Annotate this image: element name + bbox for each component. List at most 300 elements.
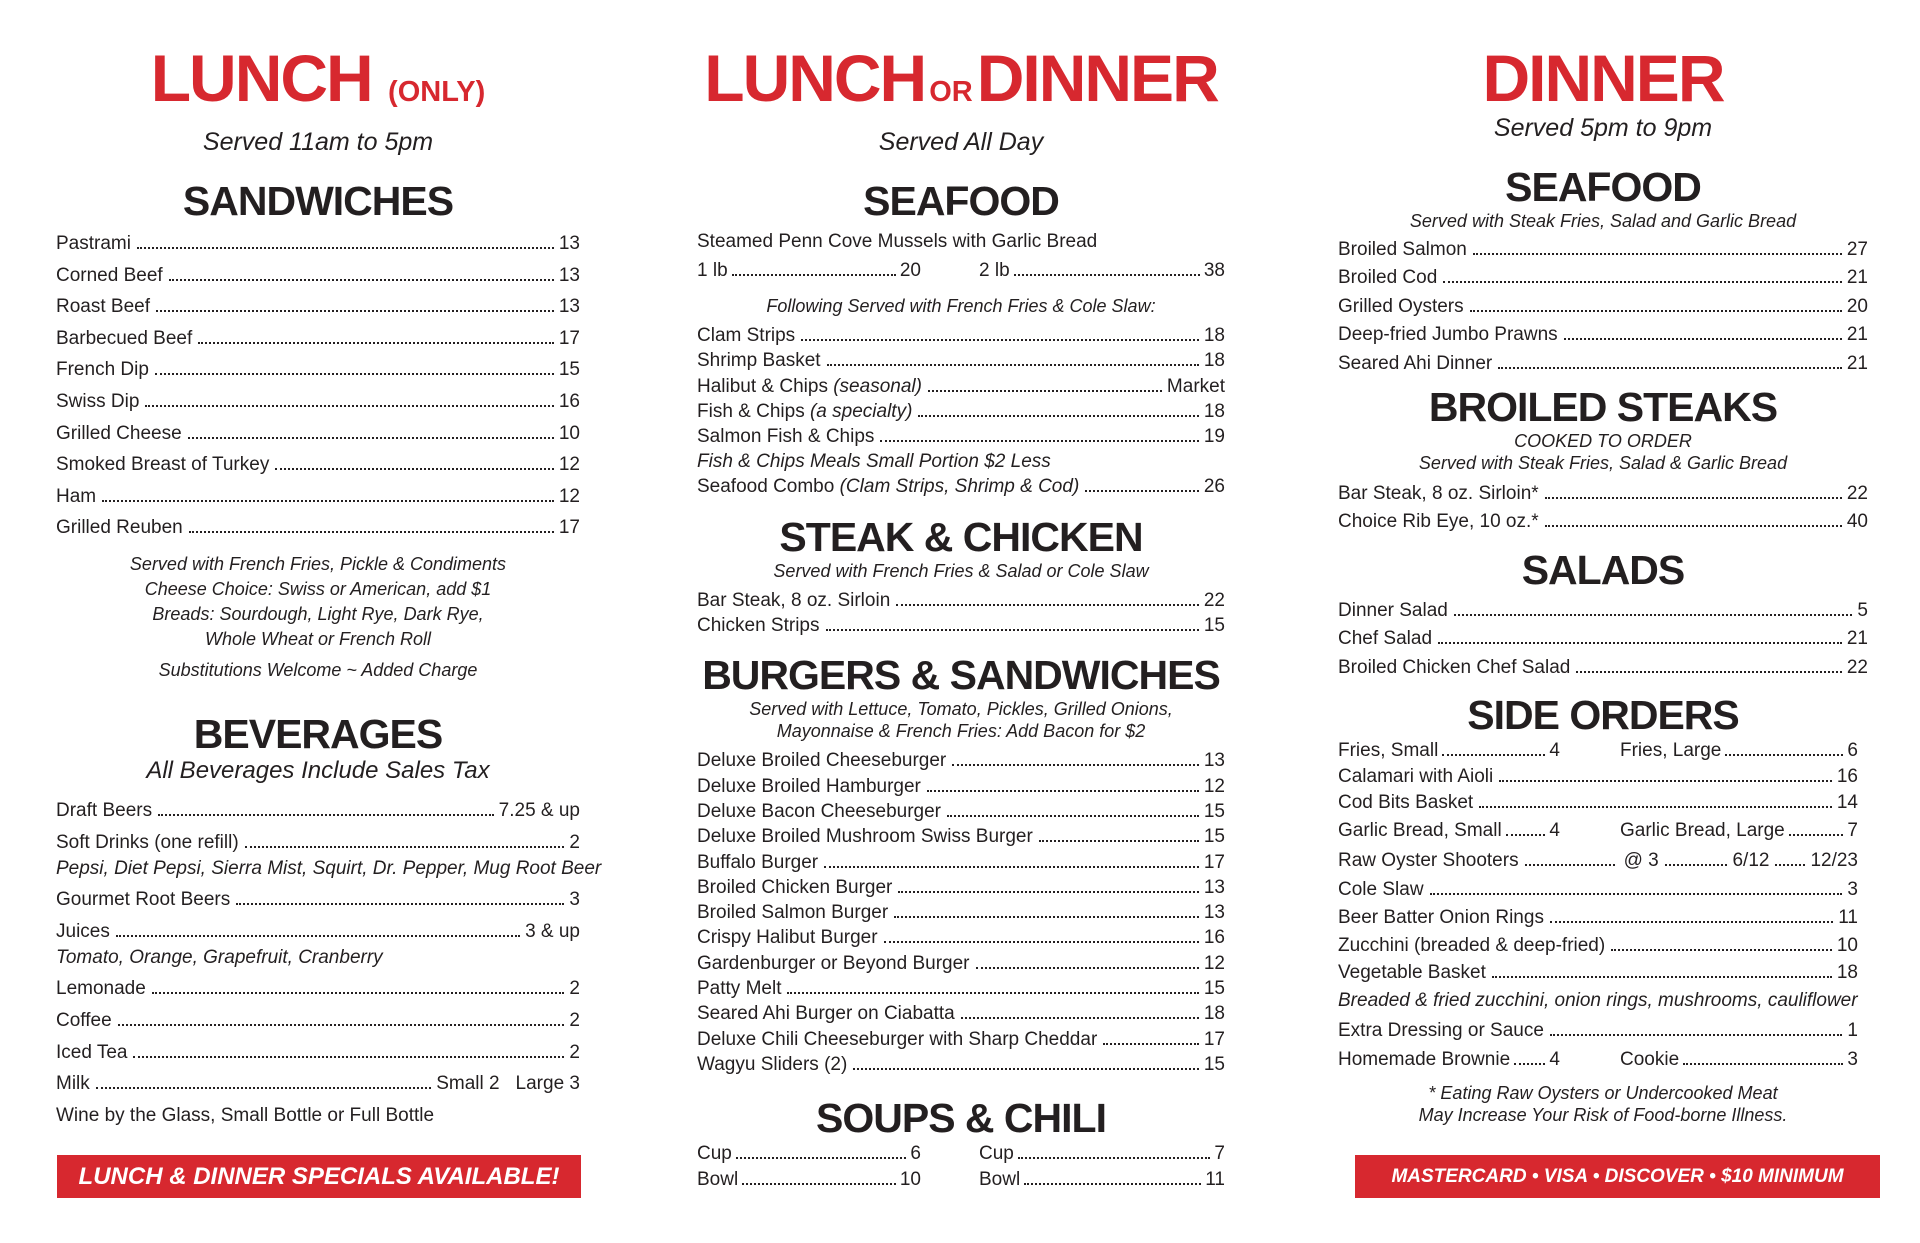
- lunch-only-column: [56, 41, 602, 1132]
- lunch-title-only: (ONLY): [388, 76, 486, 108]
- leader-dots: [1576, 671, 1842, 673]
- item-price: 12: [1203, 775, 1225, 797]
- warning-line: May Increase Your Risk of Food-borne Illness.: [1418, 1105, 1788, 1126]
- menu-item: [56, 386, 580, 418]
- item-price: 3 & up: [525, 920, 580, 942]
- item-name: Iced Tea: [56, 1041, 128, 1063]
- item-name: Vegetable Basket: [1338, 962, 1486, 984]
- item-price: 2: [569, 1009, 580, 1031]
- item-name: Fries, Small: [1338, 740, 1439, 762]
- menu-item: [1338, 264, 1868, 292]
- leader-dots: [189, 531, 554, 533]
- item-name: Homemade Brownie: [1338, 1049, 1511, 1071]
- item-price: 16: [1203, 927, 1225, 949]
- leader-dots: [787, 992, 1198, 994]
- salads-heading: SALADS: [1521, 546, 1685, 593]
- leader-dots: [236, 903, 564, 905]
- item-price: 7: [1847, 820, 1858, 842]
- menu-item: [1338, 321, 1868, 349]
- dinner-seafood-heading: SEAFOOD: [1505, 164, 1701, 210]
- item-name: Ham: [56, 485, 97, 507]
- leader-dots: [1545, 497, 1842, 499]
- item-name: Broiled Chicken Burger: [697, 876, 893, 898]
- dinner-seafood-subtitle: Served with Steak Fries, Salad and Garlic Bread: [1409, 211, 1797, 231]
- payment-banner: MASTERCARD • VISA • DISCOVER • $10 MINIMUM: [1355, 1155, 1880, 1198]
- item-price: 1: [1847, 1020, 1858, 1042]
- leader-dots: [1454, 614, 1853, 616]
- menu-item: [697, 850, 1225, 875]
- dinner-hours: Served 5pm to 9pm: [1493, 114, 1713, 142]
- leader-dots: [1525, 864, 1615, 866]
- item-price: Market: [1166, 375, 1225, 397]
- item-name: Bar Steak, 8 oz. Sirloin*: [1338, 483, 1539, 505]
- item-price: 4: [1549, 820, 1560, 842]
- item-price: 22: [1846, 656, 1868, 678]
- leader-dots: [1775, 864, 1805, 866]
- mussels-2lb: [979, 256, 1225, 286]
- menu-item: [1338, 654, 1868, 682]
- item-name: Barbecued Beef: [56, 327, 193, 349]
- leader-dots: [1665, 864, 1728, 866]
- menu-item: [697, 588, 1225, 613]
- item-name: Extra Dressing or Sauce: [1338, 1020, 1544, 1042]
- leader-dots: [1438, 642, 1842, 644]
- leader-dots: [1024, 1183, 1201, 1185]
- steak-chicken-list: [697, 588, 1225, 639]
- vegetable-basket-note: Breaded & fried zucchini, onion rings, mushrooms, cauliflower: [1338, 990, 1858, 1012]
- leader-dots: [1430, 893, 1843, 895]
- menu-item: [1338, 876, 1858, 904]
- item-price: 11: [1205, 1169, 1225, 1191]
- item-name: Bowl: [979, 1169, 1021, 1191]
- item-price-twelve: 12/23: [1810, 850, 1858, 872]
- menu-item: [697, 824, 1225, 849]
- item-name: Corned Beef: [56, 264, 163, 286]
- mussels-1lb: [697, 256, 921, 286]
- menu-item: [697, 374, 1225, 399]
- item-name: Deluxe Broiled Hamburger: [697, 775, 921, 797]
- item-name: Salmon Fish & Chips: [697, 426, 875, 448]
- menu-item: [697, 748, 1225, 773]
- item-name: Chicken Strips: [697, 615, 820, 637]
- menu-item: [56, 827, 580, 859]
- item-name: Wagyu Sliders (2): [697, 1053, 848, 1075]
- item-name: Clam Strips: [697, 325, 796, 346]
- title-dinner: DINNER: [976, 41, 1218, 115]
- item-price: 21: [1846, 267, 1868, 289]
- item-name: Halibut & Chips: [697, 375, 828, 397]
- item-name: French Dip: [56, 359, 149, 381]
- item-price: 10: [558, 422, 580, 444]
- item-name: Cod Bits Basket: [1338, 792, 1474, 814]
- item-price: 13: [1203, 876, 1225, 898]
- menu-item: [56, 260, 580, 292]
- menu-item: [697, 1167, 921, 1193]
- item-name: Roast Beef: [56, 296, 150, 318]
- leader-dots: [1564, 338, 1842, 340]
- item-name: Coffee: [56, 1009, 112, 1031]
- item-price: 18: [1203, 400, 1225, 422]
- item-name: Draft Beers: [56, 799, 153, 821]
- menu-item: [56, 323, 580, 355]
- item-price: 16: [558, 390, 580, 412]
- leader-dots: [1611, 949, 1832, 951]
- menu-item: [697, 424, 1225, 449]
- item-price: 6: [910, 1143, 921, 1165]
- menu-item: [1338, 816, 1560, 846]
- steaks-list: [1338, 480, 1868, 537]
- lunch-or-dinner-title: [697, 42, 1225, 128]
- menu-item: [697, 925, 1225, 950]
- leader-dots: [156, 310, 554, 312]
- item-price: 10: [1836, 935, 1858, 957]
- leader-dots: [1789, 834, 1844, 836]
- leader-dots: [1545, 525, 1842, 527]
- item-price: 17: [1203, 851, 1225, 873]
- item-name: Patty Melt: [697, 978, 782, 1000]
- item-name: Soft Drinks (one refill): [56, 831, 239, 853]
- cup-row: [697, 1141, 1225, 1167]
- item-name: Swiss Dip: [56, 390, 140, 412]
- leader-dots: [884, 941, 1199, 943]
- menu-item: [56, 1037, 580, 1069]
- menu-item: [697, 323, 1225, 348]
- item-price: 22: [1203, 589, 1225, 611]
- leader-dots: [152, 992, 565, 994]
- leader-dots: [732, 274, 896, 276]
- item-name: Dinner Salad: [1338, 599, 1448, 621]
- menu-item: [56, 973, 580, 1005]
- leader-dots: [801, 339, 1199, 341]
- leader-dots: [961, 1017, 1199, 1019]
- wine-note: Wine by the Glass, Small Bottle or Full Bottle: [56, 1104, 435, 1126]
- item-price: 2: [569, 978, 580, 1000]
- item-price: 15: [1203, 615, 1225, 637]
- leader-dots: [928, 390, 1162, 392]
- leader-dots: [198, 342, 554, 344]
- sandwich-note: Cheese Choice: Swiss or American, add $1: [144, 578, 492, 599]
- steak-chicken-heading: STEAK & CHICKEN: [779, 513, 1143, 560]
- menu-item: [1338, 790, 1858, 816]
- item-price: 3: [569, 889, 580, 911]
- item-name: Buffalo Burger: [697, 851, 819, 873]
- item-name: Cole Slaw: [1338, 879, 1424, 901]
- item-name: Cookie: [1620, 1049, 1680, 1071]
- item-price: 26: [1203, 476, 1225, 498]
- item-price: 4: [1549, 740, 1560, 762]
- item-name: Seafood Combo: [697, 476, 835, 498]
- leader-dots: [1550, 1034, 1843, 1036]
- title-lunch: LUNCH: [704, 41, 926, 115]
- beverages-list: [56, 795, 602, 1132]
- item-price: 20: [899, 260, 921, 281]
- item-note: (seasonal): [833, 375, 922, 397]
- item-price: 2: [569, 1041, 580, 1063]
- menu-item: [697, 900, 1225, 925]
- item-name: Deep-fried Jumbo Prawns: [1338, 324, 1558, 346]
- soups-list: [697, 1141, 1225, 1193]
- leader-dots: [1470, 310, 1842, 312]
- item-name: Garlic Bread, Large: [1620, 820, 1785, 842]
- item-price: 7: [1214, 1143, 1225, 1165]
- item-name: Deluxe Broiled Cheeseburger: [697, 750, 947, 772]
- item-price: 17: [558, 517, 580, 539]
- sandwich-note: Whole Wheat or French Roll: [204, 628, 432, 649]
- leader-dots: [1443, 281, 1842, 283]
- leader-dots: [1506, 834, 1546, 836]
- steak-chicken-subtitle: Served with French Fries & Salad or Cole Slaw: [773, 560, 1149, 581]
- menu-item: [697, 348, 1225, 373]
- sandwich-note: Served with French Fries, Pickle & Condiments: [129, 553, 507, 574]
- item-price: 40: [1846, 511, 1868, 533]
- item-name: Cup: [697, 1143, 732, 1165]
- item-note: (a specialty): [809, 400, 913, 422]
- sandwich-notes: [56, 552, 580, 683]
- item-name: 2 lb: [979, 260, 1010, 281]
- menu-item: [1338, 764, 1858, 790]
- leader-dots: [853, 1068, 1199, 1070]
- item-price: 17: [1203, 1028, 1225, 1050]
- mussels-prices: [697, 256, 1225, 286]
- dinner-title: DINNER: [1482, 41, 1724, 115]
- menu-item: [697, 1141, 921, 1167]
- leader-dots: [1039, 840, 1199, 842]
- item-price: 18: [1836, 962, 1858, 984]
- item-name: Milk: [56, 1073, 90, 1095]
- menu-item: [1338, 293, 1868, 321]
- bowl-row: [697, 1167, 1225, 1193]
- leader-dots: [898, 891, 1198, 893]
- menu-item: [697, 875, 1225, 900]
- item-price-six: 6/12: [1732, 850, 1770, 872]
- menu-item: [697, 613, 1225, 638]
- menu-item: [697, 399, 1225, 424]
- leader-dots: [1442, 754, 1545, 756]
- specials-banner: LUNCH & DINNER SPECIALS AVAILABLE!: [57, 1155, 581, 1198]
- item-name: Raw Oyster Shooters: [1338, 850, 1519, 872]
- menu-item: [56, 512, 580, 544]
- leader-dots: [188, 437, 554, 439]
- leader-dots: [896, 604, 1199, 606]
- menu-item: [1338, 480, 1868, 508]
- menu-item: [979, 1167, 1225, 1193]
- item-name: Broiled Salmon Burger: [697, 902, 889, 924]
- title-or: OR: [929, 76, 973, 108]
- item-price: 27: [1846, 239, 1868, 260]
- leader-dots: [742, 1183, 896, 1185]
- menu-item: [1620, 1046, 1858, 1074]
- menu-item: [1338, 738, 1560, 764]
- item-price: 12: [558, 485, 580, 507]
- following-served-note: Following Served with French Fries & Cole Slaw:: [766, 296, 1156, 316]
- item-name: Gardenburger or Beyond Burger: [697, 952, 970, 974]
- soups-heading: SOUPS & CHILI: [816, 1095, 1106, 1142]
- leader-dots: [275, 468, 554, 470]
- menu-item: [56, 228, 580, 260]
- leader-dots: [1014, 274, 1200, 276]
- item-name: Beer Batter Onion Rings: [1338, 907, 1544, 929]
- fries-row: [1338, 738, 1858, 764]
- item-name: Shrimp Basket: [697, 350, 821, 372]
- item-price-each: @ 3: [1623, 850, 1659, 872]
- menu-item: [56, 795, 580, 827]
- item-name: Broiled Cod: [1338, 267, 1438, 289]
- burgers-subtitle: Served with Lettuce, Tomato, Pickles, Grilled Onions,: [749, 699, 1173, 720]
- item-price: 12: [1203, 952, 1225, 974]
- item-name: Juices: [56, 920, 110, 942]
- steaks-subtitle: Served with Steak Fries, Salad & Garlic Bread: [1418, 453, 1788, 474]
- sandwich-note: Breads: Sourdough, Light Rye, Dark Rye,: [152, 603, 484, 624]
- leader-dots: [1103, 1043, 1199, 1045]
- menu-item: [1338, 597, 1868, 625]
- item-price: 21: [1846, 628, 1868, 650]
- item-price: 15: [558, 359, 580, 381]
- menu-item: [697, 799, 1225, 824]
- dessert-row: [1338, 1046, 1858, 1074]
- leader-dots: [137, 247, 554, 249]
- item-name: Choice Rib Eye, 10 oz.*: [1338, 511, 1539, 533]
- leader-dots: [1498, 367, 1842, 369]
- menu-item: [1338, 350, 1868, 378]
- item-price: 18: [1203, 325, 1225, 346]
- item-name: Grilled Reuben: [56, 517, 183, 539]
- item-price: 3: [1847, 879, 1858, 901]
- item-name: 1 lb: [697, 260, 728, 281]
- menu-item: [1338, 1016, 1858, 1046]
- item-price: 13: [558, 264, 580, 286]
- item-price: 19: [1203, 426, 1225, 448]
- menu-item: [56, 291, 580, 323]
- leader-dots: [1479, 806, 1832, 808]
- menu-item: [1338, 1046, 1560, 1074]
- leader-dots: [824, 866, 1199, 868]
- leader-dots: [118, 1024, 565, 1026]
- menu-item: [1338, 625, 1868, 653]
- item-name: Pastrami: [56, 233, 131, 254]
- item-name: Garlic Bread, Small: [1338, 820, 1502, 842]
- item-price: 20: [1846, 295, 1868, 317]
- menu-item: [56, 481, 580, 513]
- menu-item: [1338, 846, 1858, 876]
- menu-item: [1338, 508, 1868, 536]
- menu-item: [979, 1141, 1225, 1167]
- item-name: Crispy Halibut Burger: [697, 927, 878, 949]
- garlic-bread-row: [1338, 816, 1858, 846]
- leader-dots: [1492, 976, 1832, 978]
- menu-item: [1620, 738, 1858, 764]
- item-price: 5: [1857, 599, 1868, 621]
- item-price: 7.25 & up: [498, 799, 580, 821]
- item-price: 18: [1203, 350, 1225, 372]
- item-price: 10: [899, 1169, 921, 1191]
- burgers-subtitle: Mayonnaise & French Fries: Add Bacon for $2: [776, 721, 1146, 742]
- item-price: 14: [1836, 792, 1858, 814]
- item-price: 17: [558, 327, 580, 349]
- item-price: 6: [1847, 740, 1858, 762]
- item-name: Chef Salad: [1338, 628, 1433, 650]
- item-name: Calamari with Aioli: [1338, 766, 1494, 788]
- leader-dots: [826, 629, 1199, 631]
- raw-food-warning: [1338, 1082, 1868, 1126]
- menu-item: [56, 884, 580, 916]
- item-name: Cup: [979, 1143, 1014, 1165]
- dinner-column: [1338, 42, 1868, 1126]
- menu-item: [1620, 816, 1858, 846]
- leader-dots: [1683, 1063, 1843, 1065]
- seafood-heading: SEAFOOD: [863, 178, 1059, 224]
- item-name: Zucchini (breaded & deep-fried): [1338, 935, 1606, 957]
- item-name: Fish & Chips: [697, 400, 805, 422]
- menu-item: [697, 774, 1225, 799]
- item-price: 2: [569, 831, 580, 853]
- juices-note: Tomato, Orange, Grapefruit, Cranberry: [56, 947, 383, 969]
- menu-item: [697, 1027, 1225, 1052]
- leader-dots: [1550, 921, 1833, 923]
- menu-item: [1338, 236, 1868, 264]
- leader-dots: [116, 935, 520, 937]
- salads-list: [1338, 597, 1868, 682]
- item-name: Broiled Chicken Chef Salad: [1338, 656, 1571, 678]
- menu-item: [697, 1052, 1225, 1077]
- item-price: 11: [1838, 907, 1858, 929]
- leader-dots: [145, 405, 553, 407]
- leader-dots: [245, 846, 565, 848]
- menu-item: [697, 1001, 1225, 1026]
- leader-dots: [1018, 1157, 1211, 1159]
- lunch-title-main: LUNCH: [150, 41, 372, 115]
- beverages-tax-note: All Beverages Include Sales Tax: [146, 756, 490, 784]
- leader-dots: [976, 967, 1199, 969]
- burgers-list: [697, 748, 1225, 1077]
- leader-dots: [736, 1157, 907, 1159]
- item-price: 13: [558, 296, 580, 318]
- item-price: 21: [1846, 324, 1868, 346]
- side-orders-heading: SIDE ORDERS: [1467, 692, 1739, 739]
- item-name: Deluxe Chili Cheeseburger with Sharp Cheddar: [697, 1028, 1098, 1050]
- item-name: Gourmet Root Beers: [56, 889, 231, 911]
- leader-dots: [918, 415, 1198, 417]
- item-name: Grilled Cheese: [56, 422, 182, 444]
- item-price: 16: [1836, 766, 1858, 788]
- item-price: 12: [558, 454, 580, 476]
- leader-dots: [880, 440, 1198, 442]
- item-price-small: Small 2: [436, 1073, 500, 1095]
- leader-dots: [133, 1056, 564, 1058]
- dinner-seafood-list: [1338, 236, 1868, 378]
- menu-item: [1338, 932, 1858, 960]
- item-name: Grilled Oysters: [1338, 295, 1464, 317]
- menu-item: [56, 916, 580, 948]
- item-name: Deluxe Bacon Cheeseburger: [697, 800, 941, 822]
- menu-item: [697, 474, 1225, 499]
- small-portion-note: Fish & Chips Meals Small Portion $2 Less: [697, 451, 1051, 473]
- lunch-or-dinner-column: [697, 42, 1225, 1193]
- item-price: 13: [558, 233, 580, 254]
- beverages-heading: BEVERAGES: [193, 710, 443, 757]
- item-name: Broiled Salmon: [1338, 239, 1467, 260]
- menu-item: [1338, 904, 1858, 932]
- menu-item: [56, 418, 580, 450]
- item-price: 13: [1203, 750, 1225, 772]
- menu-item: [56, 1005, 580, 1037]
- item-price: 15: [1203, 978, 1225, 1000]
- lunch-hours: Served 11am to 5pm: [202, 128, 434, 156]
- seafood-list: [697, 323, 1225, 500]
- leader-dots: [952, 764, 1199, 766]
- mussels-item: Steamed Penn Cove Mussels with Garlic Bread: [697, 231, 1098, 252]
- leader-dots: [1514, 1063, 1545, 1065]
- all-day-hours: Served All Day: [878, 128, 1044, 156]
